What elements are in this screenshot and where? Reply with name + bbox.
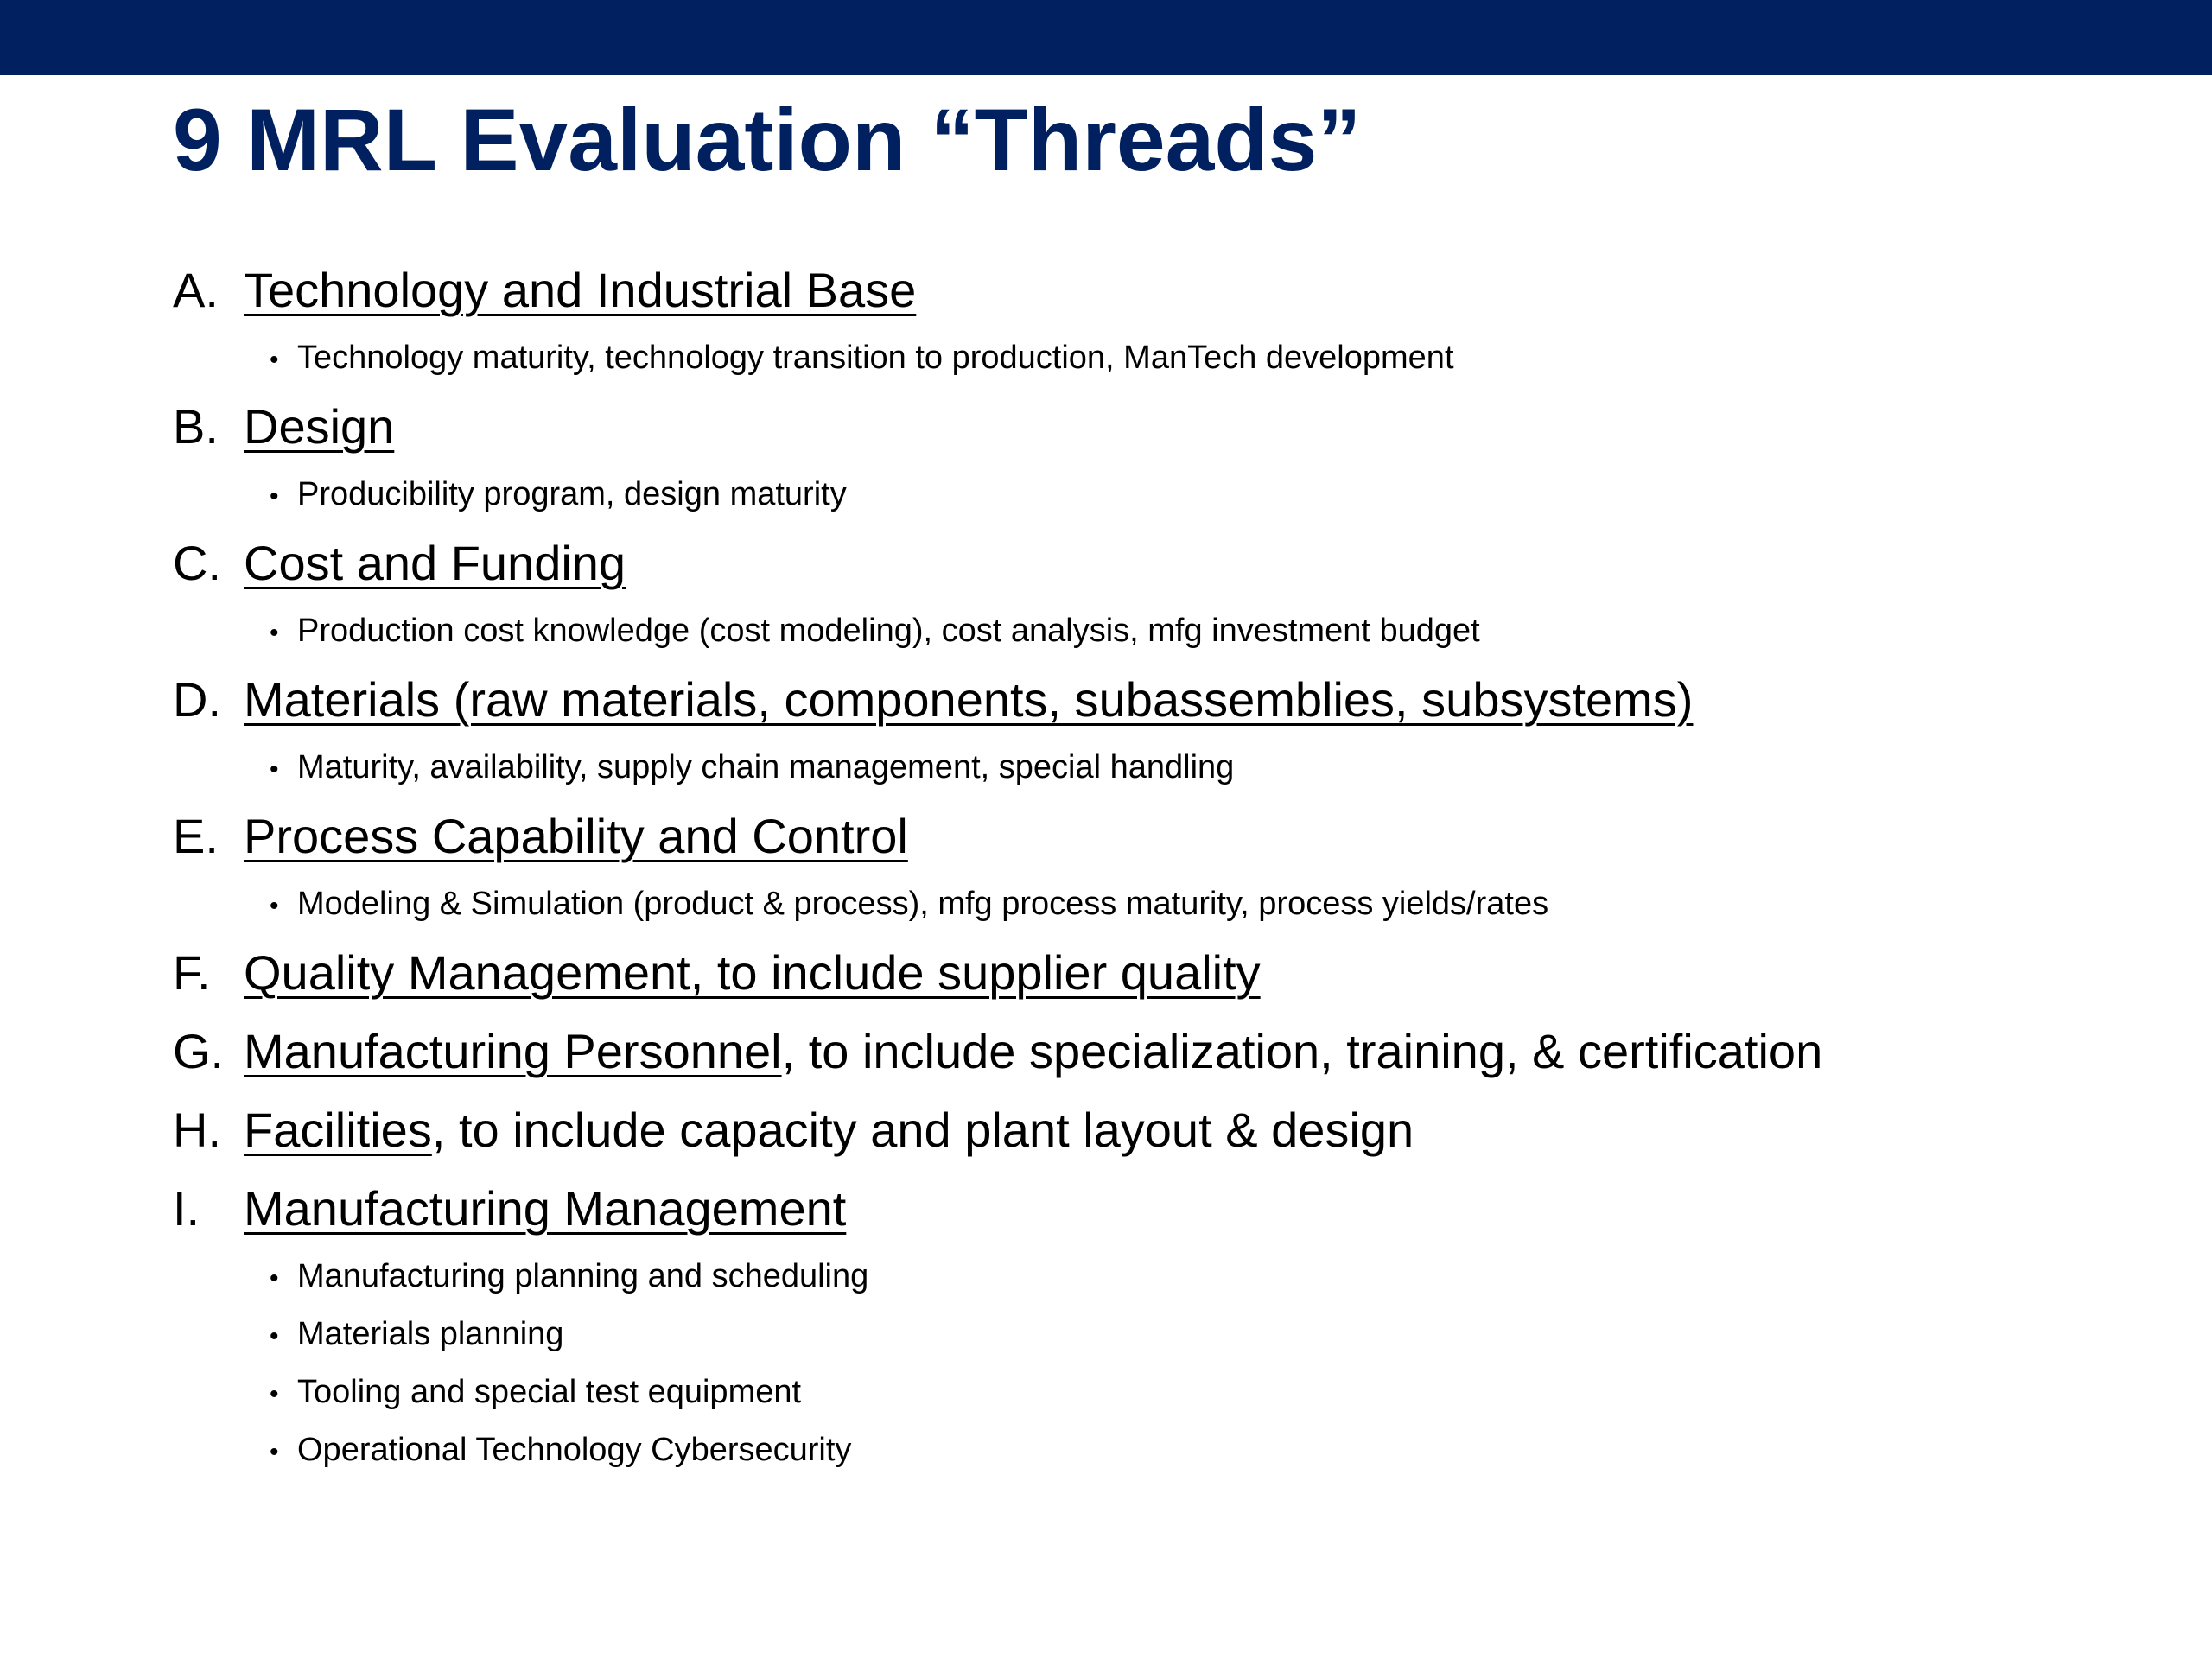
- thread-letter: A.: [173, 263, 219, 317]
- thread-name: Manufacturing Personnel: [244, 1024, 782, 1078]
- thread-bullets: [173, 739, 2126, 797]
- thread-suffix: , to include capacity and plant layout & design: [431, 1103, 1414, 1157]
- bullet-text: Operational Technology Cybersecurity: [297, 1432, 852, 1468]
- thread-name: Materials (raw materials, components, subassemblies, subsystems): [244, 672, 1694, 727]
- thread-name: Cost and Funding: [244, 536, 626, 590]
- thread-name: Manufacturing Management: [244, 1181, 847, 1236]
- bullet-item: [270, 466, 2126, 524]
- thread-bullets: [173, 602, 2126, 660]
- thread-name: Quality Management, to include supplier quality: [244, 945, 1261, 1000]
- thread-heading: [173, 660, 2126, 739]
- thread-b: [173, 387, 2126, 524]
- bullet-item: [270, 1306, 2126, 1363]
- bullet-text: Manufacturing planning and scheduling: [297, 1258, 869, 1294]
- thread-d: [173, 660, 2126, 797]
- thread-i: [173, 1169, 2126, 1479]
- thread-heading: [173, 524, 2126, 602]
- thread-letter: G.: [173, 1024, 225, 1078]
- thread-name: Facilities: [244, 1103, 432, 1157]
- thread-heading: [173, 1169, 2126, 1248]
- thread-letter: H.: [173, 1103, 221, 1157]
- bullet-text: Materials planning: [297, 1316, 564, 1352]
- thread-list: [173, 251, 2126, 1479]
- thread-c: [173, 524, 2126, 660]
- thread-heading: [173, 797, 2126, 875]
- thread-letter: B.: [173, 399, 219, 454]
- thread-letter: D.: [173, 672, 221, 727]
- bullet-icon: •: [270, 346, 279, 374]
- thread-heading: [173, 387, 2126, 466]
- thread-e: [173, 797, 2126, 933]
- slide-title: 9 MRL Evaluation “Threads”: [173, 91, 1362, 189]
- thread-suffix: , to include specialization, training, & certification: [781, 1024, 1823, 1078]
- thread-bullets: [173, 875, 2126, 933]
- bullet-item: [270, 1363, 2126, 1421]
- bullet-icon: •: [270, 482, 279, 511]
- thread-bullets: [173, 329, 2126, 387]
- header-bar: [0, 0, 2212, 75]
- bullet-text: Technology maturity, technology transition to production, ManTech development: [297, 340, 1454, 376]
- thread-bullets: [173, 466, 2126, 524]
- thread-heading: [173, 251, 2126, 329]
- bullet-icon: •: [270, 755, 279, 784]
- bullet-text: Maturity, availability, supply chain management, special handling: [297, 749, 1235, 785]
- bullet-text: Producibility program, design maturity: [297, 476, 847, 512]
- thread-g: [173, 1012, 2126, 1090]
- thread-letter: C.: [173, 536, 221, 590]
- bullet-icon: •: [270, 1380, 279, 1408]
- thread-name: Process Capability and Control: [244, 809, 908, 863]
- bullet-icon: •: [270, 1438, 279, 1466]
- bullet-item: [270, 875, 2126, 933]
- thread-name: Technology and Industrial Base: [244, 263, 917, 317]
- bullet-icon: •: [270, 1322, 279, 1351]
- thread-letter: E.: [173, 809, 219, 863]
- bullet-text: Modeling & Simulation (product & process), mfg process maturity, process yields/rates: [297, 886, 1549, 922]
- bullet-icon: •: [270, 619, 279, 647]
- thread-a: [173, 251, 2126, 387]
- thread-letter: F.: [173, 945, 211, 1000]
- bullet-item: [270, 739, 2126, 797]
- thread-heading: [173, 1090, 2126, 1169]
- bullet-item: [270, 329, 2126, 387]
- thread-name: Design: [244, 399, 395, 454]
- bullet-icon: •: [270, 892, 279, 920]
- thread-letter: I.: [173, 1181, 200, 1236]
- thread-h: [173, 1090, 2126, 1169]
- thread-bullets: [173, 1248, 2126, 1479]
- bullet-item: [270, 1421, 2126, 1479]
- thread-f: [173, 933, 2126, 1012]
- bullet-item: [270, 1248, 2126, 1306]
- bullet-text: Tooling and special test equipment: [297, 1374, 802, 1410]
- bullet-item: [270, 602, 2126, 660]
- bullet-icon: •: [270, 1264, 279, 1293]
- bullet-text: Production cost knowledge (cost modeling), cost analysis, mfg investment budget: [297, 613, 1480, 649]
- thread-heading: [173, 1012, 2126, 1090]
- thread-heading: [173, 933, 2126, 1012]
